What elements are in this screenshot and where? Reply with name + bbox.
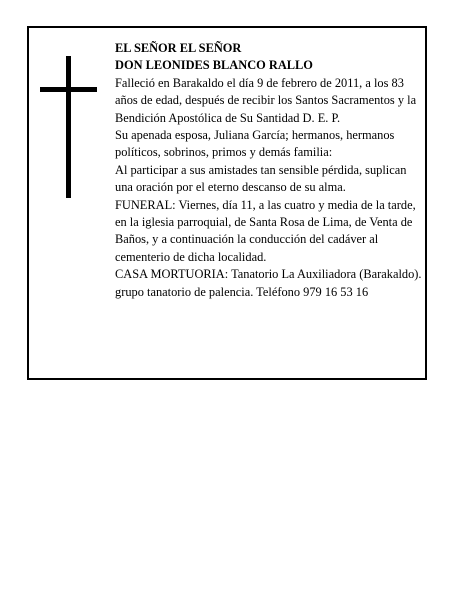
death-paragraph: Falleció en Barakaldo el día 9 de febrero de 2011, a los 83 años de edad, después de recibir los Santos Sacramentos y la Bendición Apostólica de Su Santidad D. E. P. bbox=[115, 75, 417, 125]
obituary-notice bbox=[27, 26, 427, 380]
title-line-1: EL SEÑOR EL SEÑOR bbox=[115, 41, 242, 55]
prayer-paragraph: Al participar a sus amistades tan sensible pérdida, suplican una oración por el eterno descanso de su alma. bbox=[115, 162, 407, 195]
deceased-name: DON LEONIDES BLANCO RALLO bbox=[115, 58, 313, 73]
family-paragraph: Su apenada esposa, Juliana García; hermanos, hermanos políticos, sobrinos, primos y demás familia: bbox=[115, 128, 395, 160]
mortuary-paragraph: CASA MORTUORIA: Tanatorio La Auxiliadora (Barakaldo). bbox=[115, 267, 422, 282]
cross-icon bbox=[40, 56, 97, 198]
notice-text bbox=[115, 40, 423, 301]
contact-paragraph: grupo tanatorio de palencia. Teléfono 979 16 53 16 bbox=[115, 284, 369, 299]
funeral-paragraph: FUNERAL: Viernes, día 11, a las cuatro y media de la tarde, en la iglesia parroquial, de Santa Rosa de Lima, de Venta de Baños, y a continuación la conducción del cadáver al cementerio de dicha localidad. bbox=[115, 197, 416, 264]
